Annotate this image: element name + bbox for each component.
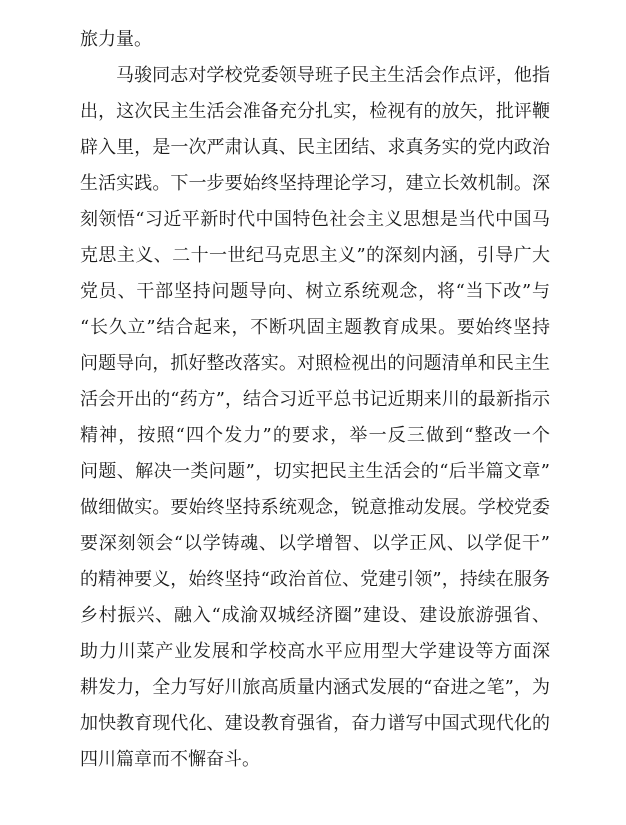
text-line: 马骏同志对学校党委领导班子民主生活会作点评，他指: [116, 65, 550, 86]
text-line: 耕发力，全力写好川旅高质量内涵式发展的“奋进之笔”，为: [80, 677, 550, 698]
text-line: 问题导向，抓好整改落实。对照检视出的问题清单和民主生: [80, 353, 550, 374]
text-line: 党员、干部坚持问题导向、树立系统观念，将“当下改”与: [80, 281, 550, 302]
text-line: 助力川菜产业发展和学校高水平应用型大学建设等方面深: [80, 641, 550, 662]
text-line: 精神，按照“四个发力”的要求，举一反三做到“整改一个: [80, 425, 550, 446]
text-line: 四川篇章而不懈奋斗。: [80, 749, 260, 770]
text-line: 辟入里，是一次严肃认真、民主团结、求真务实的党内政治: [80, 137, 550, 158]
text-line: 乡村振兴、融入“成渝双城经济圈”建设、建设旅游强省、: [80, 605, 550, 626]
text-line: 刻领悟“习近平新时代中国特色社会主义思想是当代中国马: [80, 209, 550, 230]
text-line: 的精神要义，始终坚持“政治首位、党建引领”，持续在服务: [80, 569, 550, 590]
text-line: 克思主义、二十一世纪马克思主义”的深刻内涵，引导广大: [80, 245, 550, 266]
text-line: 要深刻领会“以学铸魂、以学增智、以学正风、以学促干”: [80, 533, 550, 554]
text-line: 生活实践。下一步要始终坚持理论学习，建立长效机制。深: [80, 173, 550, 194]
text-line: 出，这次民主生活会准备充分扎实，检视有的放矢，批评鞭: [80, 101, 550, 122]
text-line: 旅力量。: [80, 29, 152, 50]
text-line: 做细做实。要始终坚持系统观念，锐意推动发展。学校党委: [80, 497, 550, 518]
text-line: 问题、解决一类问题”，切实把民主生活会的“后半篇文章”: [80, 461, 550, 482]
body-text: [80, 22, 550, 778]
text-line: 加快教育现代化、建设教育强省，奋力谱写中国式现代化的: [80, 713, 550, 734]
text-line: 活会开出的“药方”，结合习近平总书记近期来川的最新指示: [80, 389, 550, 410]
text-line: “长久立”结合起来，不断巩固主题教育成果。要始终坚持: [80, 317, 550, 338]
